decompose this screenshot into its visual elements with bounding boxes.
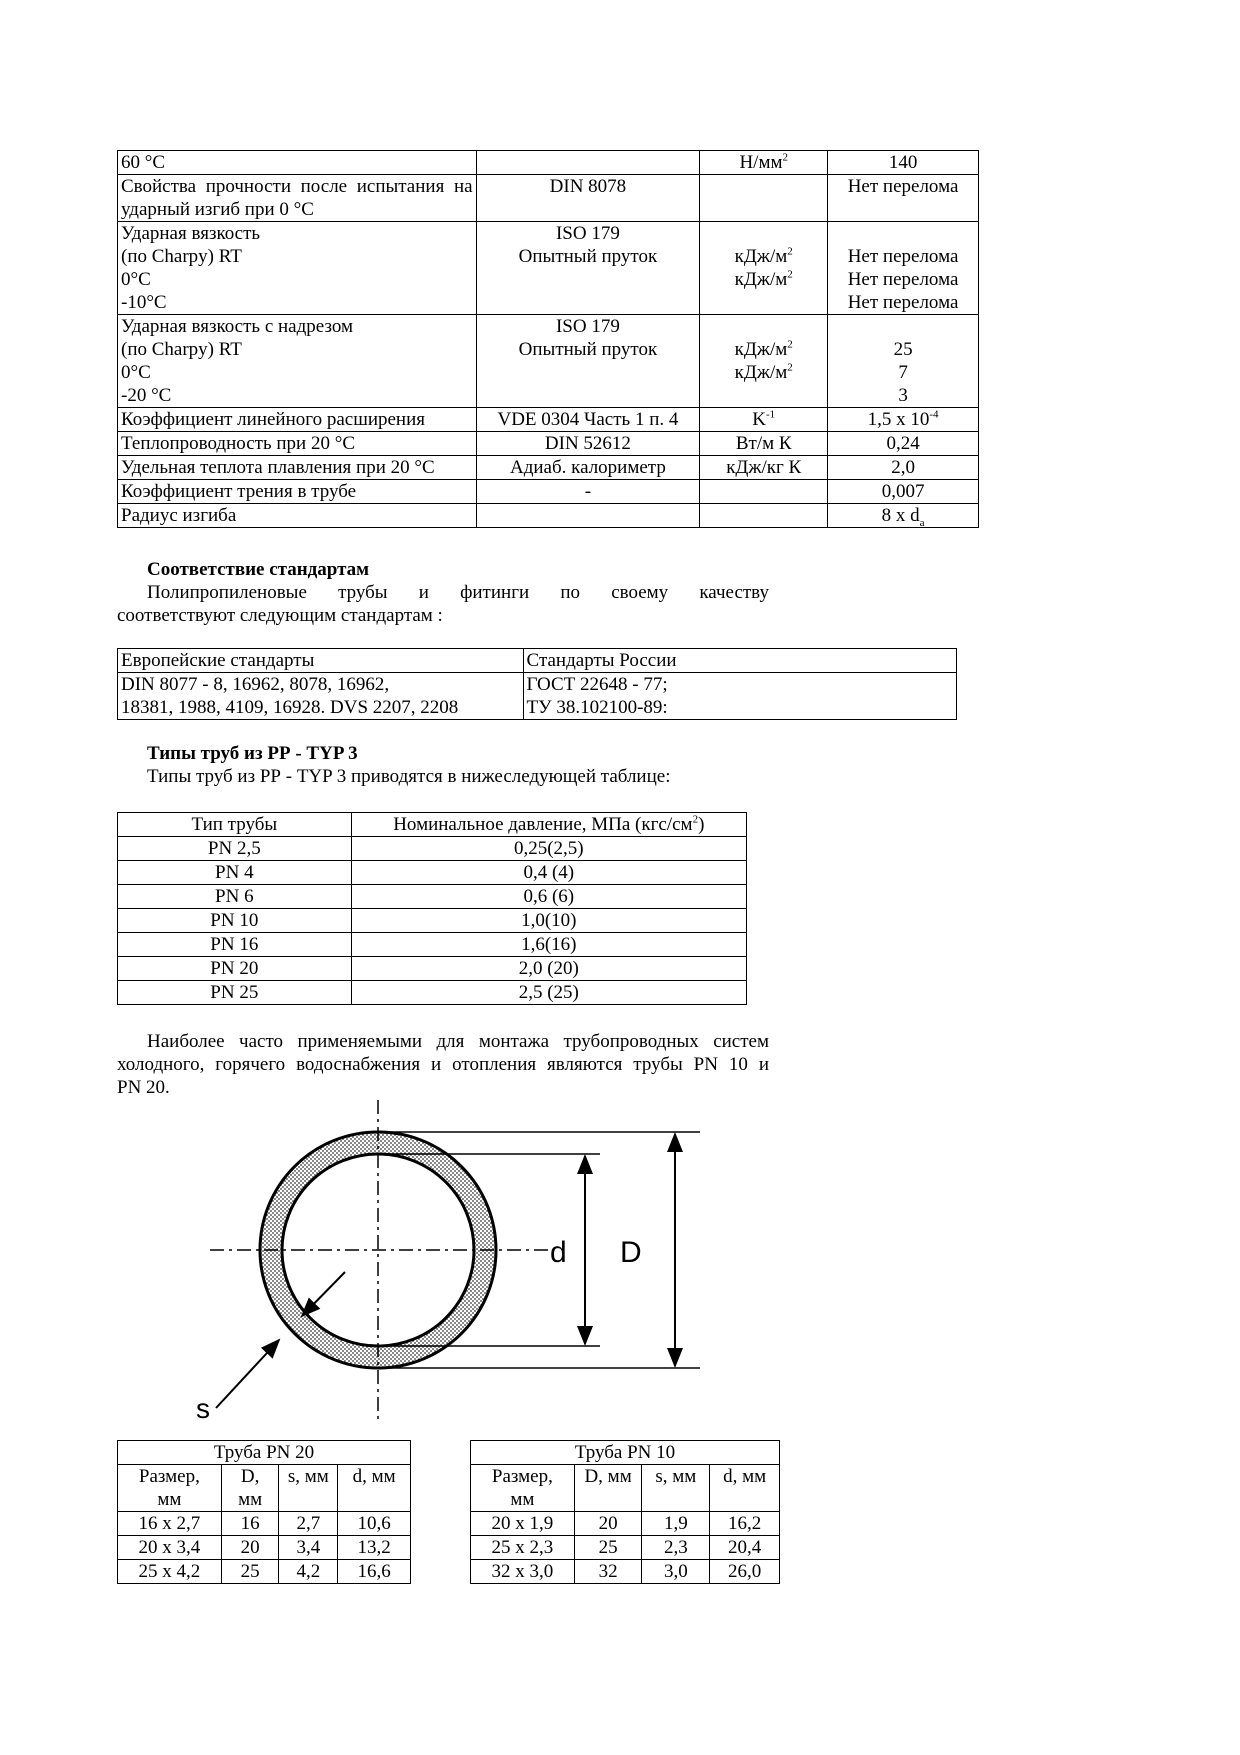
prop-cell: Коэффициент линейного расширения <box>118 408 477 432</box>
label-s: s <box>196 1393 210 1424</box>
D-header: D, мм <box>221 1465 279 1512</box>
method-cell: DIN 8078 <box>476 175 700 222</box>
pn10-title: Труба PN 10 <box>471 1441 780 1465</box>
table-row <box>471 1465 780 1512</box>
type-cell: PN 4 <box>118 861 352 885</box>
prop-cell: Радиус изгиба <box>118 504 477 528</box>
size-header: Размер, мм <box>471 1465 575 1512</box>
types-heading: Типы труб из РР - TYP 3 <box>147 743 358 764</box>
D-header: D, мм <box>574 1465 642 1512</box>
size-cell: 16 х 2,7 <box>118 1512 222 1536</box>
pressure-cell: 1,6(16) <box>351 933 746 957</box>
table-row <box>471 1536 780 1560</box>
note-line-3: PN 20. <box>117 1077 170 1098</box>
value-cell: 1,5 х $10^{-4}$ <box>828 408 979 432</box>
prop-cell: Теплопроводность при 20 °С <box>118 432 477 456</box>
prop-cell: Удельная теплота плавления при 20 °С <box>118 456 477 480</box>
value-cell: Нет перелома Нет перелома Нет перелома <box>828 222 979 315</box>
d-cell: 26,0 <box>710 1560 780 1584</box>
table-row <box>471 1560 780 1584</box>
prop-cell: Коэффициент трения в трубе <box>118 480 477 504</box>
pressure-cell: 0,6 (6) <box>351 885 746 909</box>
method-cell: Адиаб. калориметр <box>476 456 700 480</box>
standards-heading: Соответствие стандартам <box>147 559 370 580</box>
method-cell: - <box>476 480 700 504</box>
pressure-cell: 0,4 (4) <box>351 861 746 885</box>
types-intro: Типы труб из РР - TYP 3 приводятся в нижеследующей таблице: <box>147 766 671 787</box>
D-cell: 25 <box>574 1536 642 1560</box>
size-cell: 25 х 4,2 <box>118 1560 222 1584</box>
ru-header: Стандарты России <box>523 649 956 673</box>
eu-header: Европейские стандарты <box>118 649 524 673</box>
D-cell: 20 <box>221 1536 279 1560</box>
pn10-table <box>470 1440 780 1584</box>
type-cell: PN 16 <box>118 933 352 957</box>
D-cell: 20 <box>574 1512 642 1536</box>
D-cell: 25 <box>221 1560 279 1584</box>
unit-cell: кДж/$м^2$ кДж/$м^2$ <box>700 315 828 408</box>
unit-cell: кДж/$м^2$ кДж/$м^2$ <box>700 222 828 315</box>
pressure-cell: 2,0 (20) <box>351 957 746 981</box>
ru-standards: ГОСТ 22648 - 77; ТУ 38.102100-89: <box>523 673 956 720</box>
type-header: Тип трубы <box>118 813 352 837</box>
pressure-header: Номинальное давление, МПа $(кгс/см^2)$ <box>351 813 746 837</box>
method-cell: VDE 0304 Часть 1 п. 4 <box>476 408 700 432</box>
d-cell: 20,4 <box>710 1536 780 1560</box>
s-header: s, мм <box>279 1465 338 1512</box>
pressure-cell: 1,0(10) <box>351 909 746 933</box>
s-cell: 1,9 <box>642 1512 710 1536</box>
value-cell: 0,007 <box>828 480 979 504</box>
table-row <box>118 1465 411 1512</box>
type-cell: PN 10 <box>118 909 352 933</box>
note-line-1: Наиболее часто применяемыми для монтажа трубопроводных систем <box>147 1031 769 1052</box>
pressure-cell: 0,25(2,5) <box>351 837 746 861</box>
standards-line-1: Полипропиленовые трубы и фитинги по своему качеству <box>147 582 769 603</box>
d-cell: 10,6 <box>338 1512 411 1536</box>
table-row <box>471 1441 780 1465</box>
d-header: d, мм <box>710 1465 780 1512</box>
s-cell: 2,7 <box>279 1512 338 1536</box>
d-cell: 16,2 <box>710 1512 780 1536</box>
type-cell: PN 20 <box>118 957 352 981</box>
size-cell: 20 х 1,9 <box>471 1512 575 1536</box>
eu-standards: DIN 8077 - 8, 16962, 8078, 16962, 18381, 1988, 4109, 16928. DVS 2207, 2208 <box>118 673 524 720</box>
s-cell: 2,3 <box>642 1536 710 1560</box>
wall-arrow-outer <box>302 1272 345 1316</box>
size-cell: 25 х 2,3 <box>471 1536 575 1560</box>
label-d: d <box>550 1236 567 1269</box>
type-cell: PN 6 <box>118 885 352 909</box>
D-cell: 32 <box>574 1560 642 1584</box>
value-cell: 8 х $d_a$ <box>828 504 979 528</box>
table-row <box>471 1512 780 1536</box>
wall-arrow-inner <box>216 1340 279 1408</box>
method-cell: ISO 179 Опытный пруток <box>476 315 700 408</box>
pn20-title: Труба PN 20 <box>118 1441 411 1465</box>
prop-cell: Ударная вязкость с надрезом (по Charpy) RT 0°С -20 °С <box>118 315 477 408</box>
size-cell: 20 х 3,4 <box>118 1536 222 1560</box>
method-cell: DIN 52612 <box>476 432 700 456</box>
method-cell: ISO 179 Опытный пруток <box>476 222 700 315</box>
d-cell: 13,2 <box>338 1536 411 1560</box>
unit-cell: кДж/кг К <box>700 456 828 480</box>
unit-cell: Вт/м К <box>700 432 828 456</box>
value-cell: 2,0 <box>828 456 979 480</box>
prop-cell: Свойства прочности после испытания на ударный изгиб при 0 °С <box>118 175 477 222</box>
label-D: D <box>620 1236 642 1269</box>
value-cell: 0,24 <box>828 432 979 456</box>
pressure-cell: 2,5 (25) <box>351 981 746 1005</box>
D-cell: 16 <box>221 1512 279 1536</box>
prop-cell: 60 °C <box>118 151 477 175</box>
value-cell: 25 7 3 <box>828 315 979 408</box>
value-cell: Нет перелома <box>828 175 979 222</box>
s-cell: 4,2 <box>279 1560 338 1584</box>
table-row <box>118 1512 411 1536</box>
type-cell: PN 2,5 <box>118 837 352 861</box>
size-cell: 32 х 3,0 <box>471 1560 575 1584</box>
unit-cell: $Н/мм^2$ <box>700 151 828 175</box>
s-cell: 3,4 <box>279 1536 338 1560</box>
table-row <box>118 1560 411 1584</box>
table-row <box>118 1536 411 1560</box>
d-header: d, мм <box>338 1465 411 1512</box>
s-header: s, мм <box>642 1465 710 1512</box>
note-line-2: холодного, горячего водоснабжения и отопления являются трубы PN 10 и <box>117 1054 769 1075</box>
d-cell: 16,6 <box>338 1560 411 1584</box>
type-cell: PN 25 <box>118 981 352 1005</box>
standards-line-2: соответствуют следующим стандартам : <box>117 605 443 626</box>
s-cell: 3,0 <box>642 1560 710 1584</box>
prop-cell: Ударная вязкость (по Charpy) RT 0°С -10°С <box>118 222 477 315</box>
pn20-table <box>117 1440 411 1584</box>
value-cell: 140 <box>828 151 979 175</box>
table-row <box>118 1441 411 1465</box>
unit-cell: $K^{-1}$ <box>700 408 828 432</box>
size-header: Размер, мм <box>118 1465 222 1512</box>
